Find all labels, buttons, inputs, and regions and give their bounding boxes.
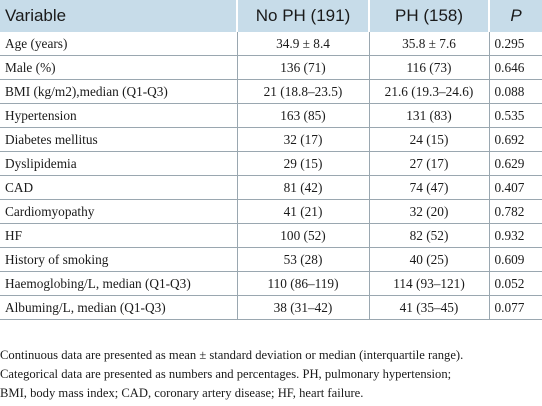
cell-no-ph: 53 (28) — [237, 248, 369, 272]
header-ph: PH (158) — [369, 0, 489, 32]
table-row — [0, 176, 542, 200]
table-row — [0, 128, 542, 152]
table-row — [0, 152, 542, 176]
cell-no-ph: 100 (52) — [237, 224, 369, 248]
table-row — [0, 272, 542, 296]
cell-ph: 32 (20) — [369, 200, 489, 224]
cell-variable: Cardiomyopathy — [0, 200, 237, 224]
cell-no-ph: 81 (42) — [237, 176, 369, 200]
cell-variable: Male (%) — [0, 56, 237, 80]
header-variable: Variable — [0, 0, 237, 32]
footnote-line-2: Categorical data are presented as numbers and percentages. PH, pulmonary hypertension; — [0, 367, 452, 381]
cell-no-ph: 38 (31–42) — [237, 296, 369, 320]
cell-no-ph: 21 (18.8–23.5) — [237, 80, 369, 104]
table-row — [0, 104, 542, 128]
cell-no-ph: 41 (21) — [237, 200, 369, 224]
cell-p-value: 0.932 — [489, 224, 542, 248]
cell-variable: Diabetes mellitus — [0, 128, 237, 152]
cell-no-ph: 163 (85) — [237, 104, 369, 128]
cell-variable: CAD — [0, 176, 237, 200]
cell-p-value: 0.077 — [489, 296, 542, 320]
cell-variable: History of smoking — [0, 248, 237, 272]
table-row — [0, 200, 542, 224]
table-row — [0, 296, 542, 320]
cell-ph: 74 (47) — [369, 176, 489, 200]
footnote-line-1: Continuous data are presented as mean ± standard deviation or median (interquartile range). — [0, 348, 464, 362]
cell-ph: 116 (73) — [369, 56, 489, 80]
cell-p-value: 0.088 — [489, 80, 542, 104]
cell-p-value: 0.609 — [489, 248, 542, 272]
cell-p-value: 0.295 — [489, 32, 542, 56]
cell-p-value: 0.629 — [489, 152, 542, 176]
table-body — [0, 32, 542, 320]
cell-p-value: 0.052 — [489, 272, 542, 296]
table-row — [0, 248, 542, 272]
header-no-ph: No PH (191) — [237, 0, 369, 32]
cell-no-ph: 32 (17) — [237, 128, 369, 152]
table-footnote — [0, 346, 542, 403]
cell-ph: 21.6 (19.3–24.6) — [369, 80, 489, 104]
cell-p-value: 0.782 — [489, 200, 542, 224]
cell-variable: Age (years) — [0, 32, 237, 56]
table-header — [0, 0, 542, 32]
cell-ph: 24 (15) — [369, 128, 489, 152]
cell-ph: 82 (52) — [369, 224, 489, 248]
table-row — [0, 224, 542, 248]
cell-p-value: 0.407 — [489, 176, 542, 200]
cell-variable: Albuming/L, median (Q1-Q3) — [0, 296, 237, 320]
cell-variable: Haemoglobing/L, median (Q1-Q3) — [0, 272, 237, 296]
cell-no-ph: 136 (71) — [237, 56, 369, 80]
table-row — [0, 80, 542, 104]
cell-ph: 27 (17) — [369, 152, 489, 176]
cell-no-ph: 34.9 ± 8.4 — [237, 32, 369, 56]
cell-variable: Dyslipidemia — [0, 152, 237, 176]
cell-p-value: 0.646 — [489, 56, 542, 80]
cell-variable: Hypertension — [0, 104, 237, 128]
header-p-value: P — [489, 0, 542, 32]
cell-p-value: 0.535 — [489, 104, 542, 128]
cell-ph: 40 (25) — [369, 248, 489, 272]
cell-variable: HF — [0, 224, 237, 248]
footnote-line-3: BMI, body mass index; CAD, coronary artery disease; HF, heart failure. — [0, 386, 364, 400]
cell-ph: 114 (93–121) — [369, 272, 489, 296]
cell-ph: 131 (83) — [369, 104, 489, 128]
cell-p-value: 0.692 — [489, 128, 542, 152]
header-row — [0, 0, 542, 32]
cell-ph: 35.8 ± 7.6 — [369, 32, 489, 56]
cell-no-ph: 29 (15) — [237, 152, 369, 176]
cell-no-ph: 110 (86–119) — [237, 272, 369, 296]
table-row — [0, 56, 542, 80]
table-row — [0, 32, 542, 56]
cell-variable: BMI (kg/m2),median (Q1-Q3) — [0, 80, 237, 104]
cell-ph: 41 (35–45) — [369, 296, 489, 320]
